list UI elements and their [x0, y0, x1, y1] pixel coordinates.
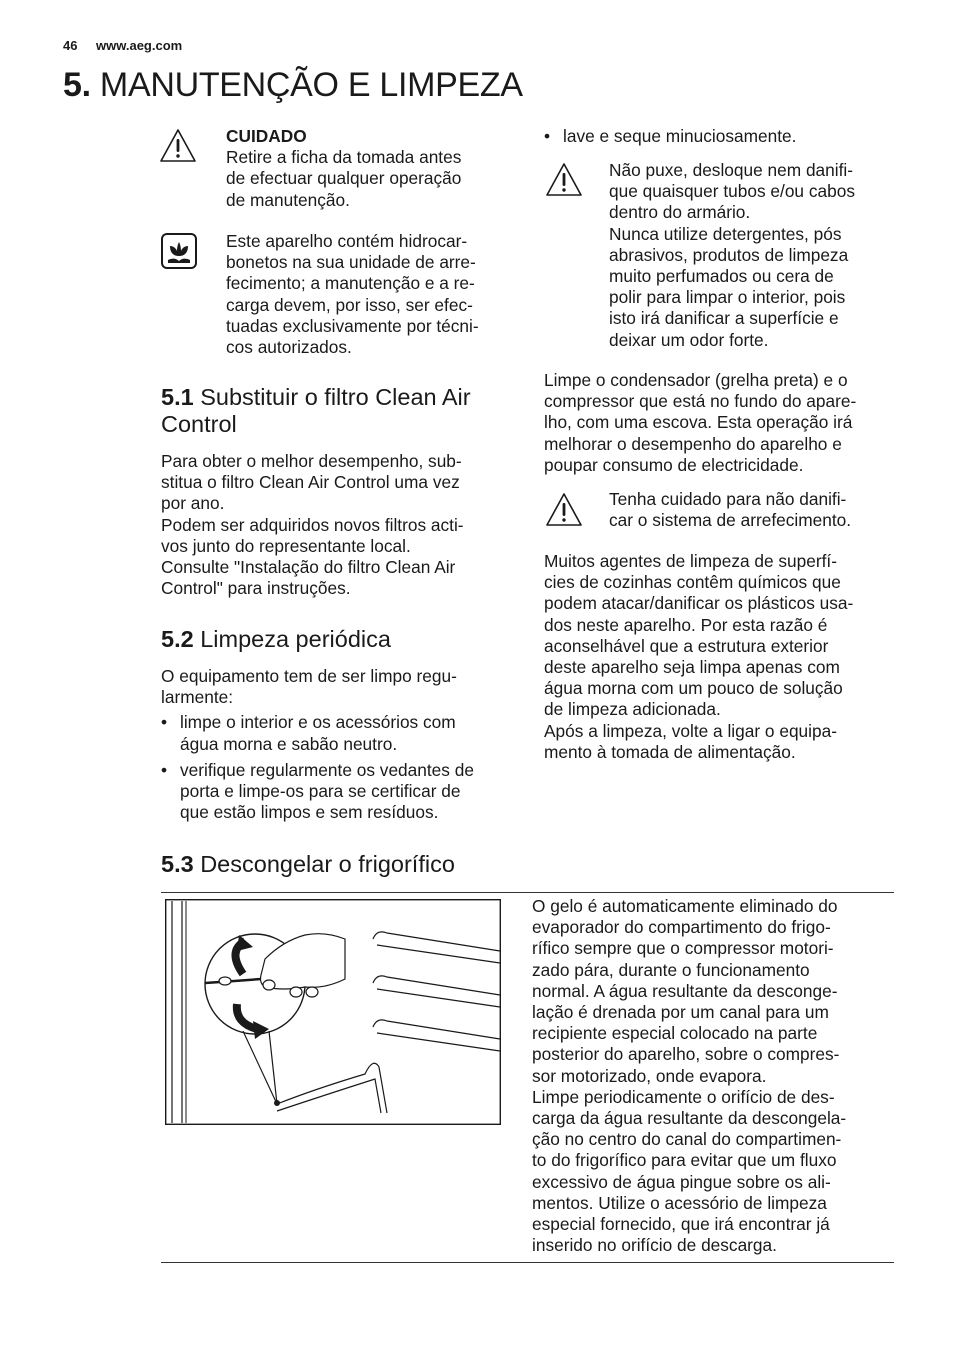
list-item-line: água morna e sabão neutro.: [180, 733, 398, 754]
environment-note-line: tuadas exclusivamente por técni-: [226, 315, 479, 336]
body-line: mento à tomada de alimentação.: [544, 741, 796, 762]
body-line: mentos. Utilize o acessório de limpeza: [532, 1192, 827, 1213]
list-item-line: que estão limpos e sem resíduos.: [180, 802, 439, 823]
body-line: sor motorizado, onde evapora.: [532, 1065, 767, 1086]
body-line: evaporador do compartimento do frigo-: [532, 917, 831, 938]
warning-line: deixar um odor forte.: [609, 329, 769, 350]
body-line: normal. A água resultante da desconge-: [532, 980, 838, 1001]
warning-line: muito perfumados ou cera de: [609, 266, 834, 287]
page-title: [63, 66, 523, 105]
page-number: 46: [63, 38, 78, 53]
body-line: vos junto do representante local.: [161, 535, 411, 556]
body-line: aconselhável que a estrutura exterior: [544, 635, 829, 656]
body-line: poupar consumo de electricidade.: [544, 454, 804, 475]
warning-cooling-text: [609, 489, 851, 531]
section-title: Substituir o filtro Clean Air: [200, 384, 471, 410]
warning-line: que quaisquer tubos e/ou cabos: [609, 181, 855, 202]
body-line: to do frigorífico para evitar que um fluxo: [532, 1150, 837, 1171]
section-number: 5.2: [161, 626, 194, 652]
section-5-2-body: [161, 666, 474, 823]
warning-line: Não puxe, desloque nem danifi-: [609, 160, 854, 180]
list-item: [161, 712, 474, 754]
section-number: 5.3: [161, 851, 194, 877]
environment-note-line: Este aparelho contém hidrocar-: [226, 231, 468, 251]
environment-note: [226, 231, 479, 358]
body-line: carga da água resultante da descongela-: [532, 1108, 847, 1129]
warning-line: isto irá danificar a superfície e: [609, 308, 839, 329]
list-item: [161, 760, 474, 824]
warning-line: dentro do armário.: [609, 202, 751, 223]
body-line: de limpeza adicionada.: [544, 699, 721, 720]
section-5-1-body: [161, 451, 464, 599]
list-item: [544, 126, 954, 147]
caution-line: de manutenção.: [226, 189, 350, 210]
environment-note-line: carga devem, por isso, ser efec-: [226, 294, 473, 315]
body-line: especial fornecido, que irá encontrar já: [532, 1214, 830, 1235]
list-item-line: • limpe o interior e os acessórios com: [180, 712, 456, 733]
body-line: Para obter o melhor desempenho, sub-: [161, 451, 462, 471]
body-line: por ano.: [161, 493, 225, 514]
section-5-3-body: [532, 896, 846, 1256]
cleaning-agents-paragraph: [544, 551, 853, 763]
section-5-1-heading: [161, 384, 471, 438]
caution-label: CUIDADO: [226, 126, 307, 146]
body-line: compressor que está no fundo do apare-: [544, 391, 857, 412]
defrost-drain-illustration: [165, 899, 501, 1125]
warning-line: Nunca utilize detergentes, pós: [609, 223, 842, 244]
section-5-3-heading: [161, 851, 455, 878]
body-line: deste aparelho seja limpa apenas com: [544, 657, 840, 678]
body-line: rífico sempre que o compressor motori-: [532, 938, 834, 959]
body-line: melhorar o desempenho do aparelho e: [544, 433, 842, 454]
warning-line: car o sistema de arrefecimento.: [609, 510, 852, 531]
body-line: lho, com uma escova. Esta operação irá: [544, 412, 853, 433]
body-line: água morna com um pouco de solução: [544, 678, 843, 699]
section-number: 5.1: [161, 384, 194, 410]
section-title: Descongelar o frigorífico: [200, 851, 455, 877]
caution-block: [226, 126, 461, 211]
environment-flower-icon: [160, 232, 198, 270]
warning-triangle-icon: [544, 160, 584, 200]
body-line: Após a limpeza, volte a ligar o equipa-: [544, 720, 837, 741]
warning-line: Tenha cuidado para não danifi-: [609, 489, 847, 509]
body-line: Consulte "Instalação do filtro Clean Air: [161, 557, 456, 578]
environment-note-line: cos autorizados.: [226, 337, 352, 358]
warning-triangle-icon: [544, 490, 584, 530]
list-item-line: • verifique regularmente os vedantes de: [180, 759, 474, 780]
body-line: Limpe o condensador (grelha preta) e o: [544, 370, 848, 390]
section-title: Limpeza periódica: [200, 626, 391, 652]
body-line: O gelo é automaticamente eliminado do: [532, 896, 838, 916]
title-text: MANUTENÇÃO E LIMPEZA: [99, 66, 523, 104]
environment-note-line: bonetos na sua unidade de arre-: [226, 252, 476, 273]
body-line: ção no centro do canal do compartimen-: [532, 1129, 842, 1150]
body-line: Limpe periodicamente o orifício de des-: [532, 1086, 835, 1107]
warning-triangle-icon: [158, 126, 198, 166]
condenser-paragraph: [544, 370, 856, 476]
section-5-2-heading: [161, 626, 391, 653]
body-line: cies de cozinhas contêm químicos que: [544, 572, 841, 593]
body-line: inserido no orifício de descarga.: [532, 1235, 777, 1256]
body-line: O equipamento tem de ser limpo regu-: [161, 666, 457, 686]
caution-line: de efectuar qualquer operação: [226, 168, 462, 189]
body-line: larmente:: [161, 687, 234, 708]
body-line: Podem ser adquiridos novos filtros acti-: [161, 514, 464, 535]
body-line: Muitos agentes de limpeza de superfí-: [544, 551, 837, 571]
section-title-continued: Control: [161, 411, 237, 437]
warning-line: abrasivos, produtos de limpeza: [609, 244, 849, 265]
list-item-line: • lave e seque minuciosamente.: [563, 126, 797, 146]
body-line: excessivo de água pingue sobre os ali-: [532, 1171, 831, 1192]
body-line: dos neste aparelho. Por esta razão é: [544, 614, 828, 635]
body-line: zado pára, durante o funcionamento: [532, 959, 810, 980]
body-line: lação é drenada por um canal para um: [532, 1002, 829, 1023]
body-line: posterior do aparelho, sobre o compres-: [532, 1044, 840, 1065]
warning-line: polir para limpar o interior, pois: [609, 287, 846, 308]
body-line: stitua o filtro Clean Air Control uma vez: [161, 472, 460, 493]
body-line: Control" para instruções.: [161, 578, 351, 599]
section-bottom-rule: [161, 1262, 894, 1263]
list-item-line: porta e limpe-os para se certificar de: [180, 781, 461, 802]
title-number: 5.: [63, 66, 91, 104]
warning-tubes-text: [609, 160, 855, 351]
section-top-rule: [161, 892, 894, 893]
caution-line: Retire a ficha da tomada antes: [226, 147, 462, 168]
environment-note-line: fecimento; a manutenção e a re-: [226, 273, 475, 294]
body-line: podem atacar/danificar os plásticos usa-: [544, 593, 854, 614]
body-line: recipiente especial colocado na parte: [532, 1023, 818, 1044]
site-url: www.aeg.com: [96, 38, 183, 53]
